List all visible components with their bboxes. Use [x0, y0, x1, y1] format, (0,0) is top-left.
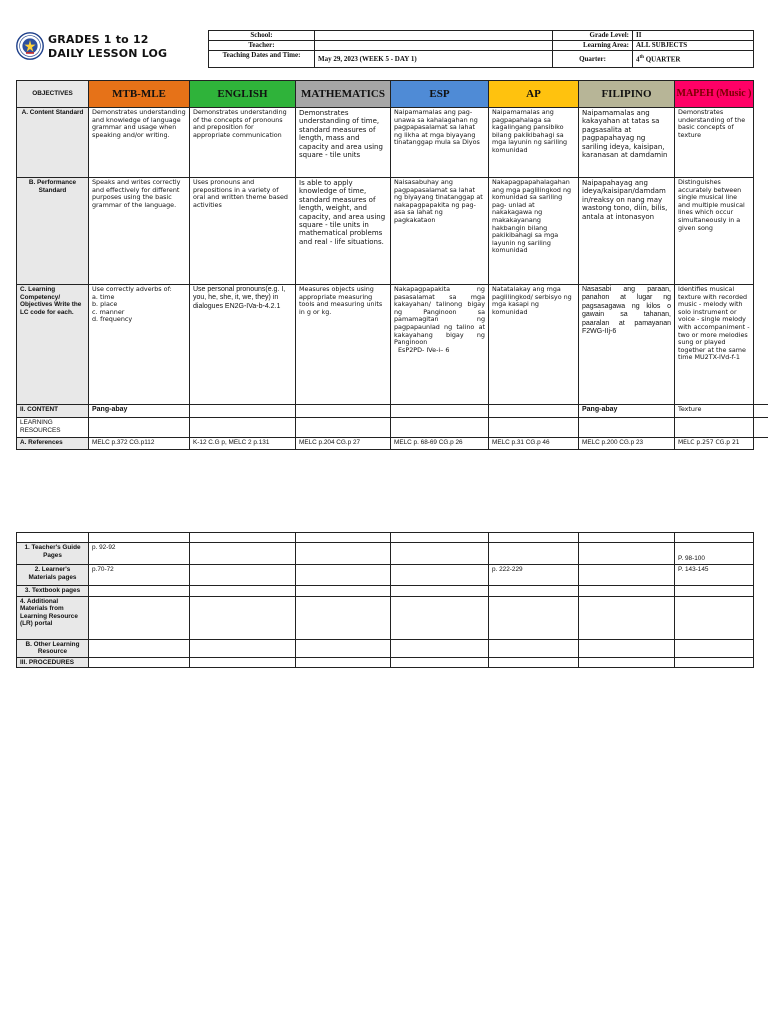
other-resource-cell[interactable]: [391, 639, 489, 657]
subject-esp: ESP: [391, 81, 489, 108]
procedures-cell[interactable]: [675, 657, 754, 668]
competency-english[interactable]: Use personal pronouns(e.g. I, you, he, she, it, we, they) in dialogues EN2G-IVa-b-4.2.1: [190, 285, 296, 405]
row-label-procedures: III. PROCEDURES: [17, 657, 89, 668]
teachers-guide-math[interactable]: [296, 543, 391, 565]
learning-resources-cell[interactable]: [391, 418, 489, 438]
content-standard-esp[interactable]: Naipamamalas ang pag-unawa sa kahalagahan ng pagpapasalamat sa lahat ng likha at mga biyayang tinatanggap mula sa Diyos: [391, 108, 489, 178]
content-standard-mtb[interactable]: Demonstrates understanding and knowledge of language grammar and usage when speaking and/or writing.: [89, 108, 190, 178]
content-standard-mapeh[interactable]: Demonstrates understanding of the basic concepts of texture: [675, 108, 754, 178]
textbook-cell[interactable]: [675, 586, 754, 597]
teachers-guide-mtb[interactable]: p. 92-92: [89, 543, 190, 565]
competency-mtb-item: a. time: [92, 292, 115, 301]
top-spacer-cell: [17, 533, 89, 543]
row-label-additional-materials: 4. Additional Materials from Learning Resource (LR) portal: [17, 596, 89, 639]
teacher-field[interactable]: [315, 41, 553, 51]
performance-standard-ap[interactable]: Nakapagpapahalagahan ang mga paglilingkod ng komunidad sa sariling pag- unlad at nakakagawa ng makakayanang hakbangin bilang pakikibahagi sa mga layunin ng sariling komunidad: [489, 178, 579, 285]
subject-mtb-mle: MTB-MLE: [89, 81, 190, 108]
content-english[interactable]: [190, 405, 296, 418]
procedures-cell[interactable]: [296, 657, 391, 668]
learning-resources-cell[interactable]: [190, 418, 296, 438]
textbook-cell[interactable]: [296, 586, 391, 597]
textbook-cell[interactable]: [579, 586, 675, 597]
teachers-guide-english[interactable]: [190, 543, 296, 565]
competency-mtb-item: b. place: [92, 300, 118, 309]
top-spacer-cell: [296, 533, 391, 543]
row-label-learning-competency: C. Learning Competency/ Objectives Write the LC code for each.: [17, 285, 89, 405]
grade-level-field[interactable]: II: [633, 31, 754, 41]
procedures-cell[interactable]: [391, 657, 489, 668]
learners-materials-ap[interactable]: p. 222-229: [489, 565, 579, 586]
performance-standard-filipino[interactable]: Naipapahayag ang ideya/kaisipan/damdam in/reaksy on nang may wastong tono, diin, bilis, antala at intonasyon: [579, 178, 675, 285]
additional-materials-cell[interactable]: [296, 596, 391, 639]
teaching-dates-field[interactable]: May 29, 2023 (WEEK 5 - DAY 1): [315, 51, 553, 68]
school-field[interactable]: [315, 31, 553, 41]
teachers-guide-mapeh[interactable]: P. 98-100: [675, 543, 754, 565]
learners-materials-esp[interactable]: [391, 565, 489, 586]
subject-english: ENGLISH: [190, 81, 296, 108]
school-label: School:: [209, 31, 315, 41]
competency-math[interactable]: Measures objects using appropriate measuring tools and measuring units in g or kg.: [296, 285, 391, 405]
top-spacer-cell: [489, 533, 579, 543]
learning-resources-cell[interactable]: [89, 418, 190, 438]
content-mtb[interactable]: Pang-abay: [89, 405, 190, 418]
procedures-cell[interactable]: [190, 657, 296, 668]
teaching-dates-label: Teaching Dates and Time:: [209, 51, 315, 68]
performance-standard-esp[interactable]: Naisasabuhay ang pagpapasalamat sa lahat ng biyayang tinatanggap at nakapagpapakita ng pag-asa sa lahat ng pagkakataon: [391, 178, 489, 285]
top-spacer-cell: [391, 533, 489, 543]
row-label-content-standard: A. Content Standard: [17, 108, 89, 178]
additional-materials-cell[interactable]: [190, 596, 296, 639]
row-label-learners-materials: 2. Learner's Materials pages: [17, 565, 89, 586]
top-spacer-cell: [89, 533, 190, 543]
competency-esp-code: EsP2PD- IVe-i– 6: [398, 345, 450, 354]
content-ap[interactable]: [489, 405, 579, 418]
other-resource-cell[interactable]: [296, 639, 391, 657]
performance-standard-english[interactable]: Uses pronouns and prepositions in a variety of oral and written theme based activities: [190, 178, 296, 285]
competency-mtb[interactable]: [89, 285, 190, 405]
row-label-references: A. References: [17, 438, 89, 450]
references-filipino[interactable]: MELC p.200 CG.p 23: [579, 438, 675, 450]
references-ap[interactable]: MELC p.31 CG.p 46: [489, 438, 579, 450]
top-spacer-cell: [579, 533, 675, 543]
performance-standard-mapeh[interactable]: Distinguishes accurately between single musical line and multiple musical lines which occur simultaneously in a given song: [675, 178, 754, 285]
form-title-line2: DAILY LESSON LOG: [48, 47, 168, 60]
content-standard-math[interactable]: Demonstrates understanding of time, standard measures of length, mass and capacity and area using square - tile units: [296, 108, 391, 178]
row-label-textbook-pages: 3. Textbook pages: [17, 586, 89, 597]
references-mtb[interactable]: MELC p.372 CG.p112: [89, 438, 190, 450]
competency-mapeh[interactable]: Identifies musical texture with recorded music - melody with solo instrument or voice - single melody with accompaniment - two or more melodies sung or played together at the same time MU2TX-IVd-f-1: [675, 285, 754, 405]
learning-resources-cell[interactable]: [296, 418, 391, 438]
top-spacer-cell: [190, 533, 296, 543]
additional-materials-cell[interactable]: [391, 596, 489, 639]
textbook-cell[interactable]: [89, 586, 190, 597]
subject-filipino: FILIPINO: [579, 81, 675, 108]
teachers-guide-filipino[interactable]: [579, 543, 675, 565]
additional-materials-cell[interactable]: [579, 596, 675, 639]
lesson-log-table: [16, 80, 768, 450]
learning-resources-cell[interactable]: [489, 418, 579, 438]
row-label-performance-standard: B. Performance Standard: [17, 178, 89, 285]
grade-level-label: Grade Level:: [553, 31, 633, 41]
textbook-cell[interactable]: [190, 586, 296, 597]
row-label-learning-resources: LEARNING RESOURCES: [17, 418, 89, 438]
lesson-log-table-continued: [16, 532, 754, 668]
procedures-cell[interactable]: [89, 657, 190, 668]
content-standard-ap[interactable]: Naipamamalas ang pagpapahalaga sa kagalingang pansibiko bilang pakikibahagi sa mga layunin ng sariling komunidad: [489, 108, 579, 178]
textbook-cell[interactable]: [391, 586, 489, 597]
competency-esp-text: Nakapagpapakita ng pasasalamat sa mga kakayahan/ talinong bigay ng Panginoon sa pamamagitan ng pagpapaunlad ng talino at kakayahang bigay ng Panginoon: [394, 285, 485, 347]
row-label-teachers-guide: 1. Teacher's Guide Pages: [17, 543, 89, 565]
quarter-label: Quarter:: [553, 51, 633, 68]
quarter-field[interactable]: 4th QUARTER: [633, 51, 754, 68]
learners-materials-english[interactable]: [190, 565, 296, 586]
content-math[interactable]: [296, 405, 391, 418]
row-label-content: II. CONTENT: [17, 405, 89, 418]
references-math[interactable]: MELC p.204 CG.p 27: [296, 438, 391, 450]
competency-ap[interactable]: Natatalakay ang mga paglilingkod/ serbisyo ng mga kasapi ng komunidad: [489, 285, 579, 405]
deped-seal-logo: [16, 32, 44, 60]
textbook-cell[interactable]: [489, 586, 579, 597]
other-resource-cell[interactable]: [489, 639, 579, 657]
competency-mtb-intro: Use correctly adverbs of:: [92, 285, 172, 293]
references-mapeh[interactable]: MELC p.257 CG.p 21: [675, 438, 754, 450]
competency-mtb-item: c. manner: [92, 307, 125, 316]
other-resource-cell[interactable]: [89, 639, 190, 657]
performance-standard-mtb[interactable]: Speaks and writes correctly and effectively for different purposes using the basic grammar of the language.: [89, 178, 190, 285]
content-mapeh[interactable]: Texture: [675, 405, 754, 418]
performance-standard-math[interactable]: Is able to apply knowledge of time, standard measures of length, weight, and capacity, and area using square - tile units in mathematical problems and real - life situations.: [296, 178, 391, 285]
learning-area-label: Learning Area:: [553, 41, 633, 51]
other-resource-cell[interactable]: [190, 639, 296, 657]
top-spacer-cell: [675, 533, 754, 543]
additional-materials-cell[interactable]: [489, 596, 579, 639]
content-standard-filipino[interactable]: Naipamamalas ang kakayahan at tatas sa pagsasalita at pagpapahayag ng sariling ideya, kaisipan, karanasan at damdamin: [579, 108, 675, 178]
learning-resources-cell[interactable]: [675, 418, 754, 438]
content-filipino[interactable]: Pang-abay: [579, 405, 675, 418]
teachers-guide-ap[interactable]: [489, 543, 579, 565]
learners-materials-math[interactable]: [296, 565, 391, 586]
learners-materials-mapeh[interactable]: P. 143-145: [675, 565, 754, 586]
other-resource-cell[interactable]: [579, 639, 675, 657]
form-title-line1: GRADES 1 to 12: [48, 33, 149, 46]
references-english[interactable]: K-12 C.G p, MELC 2 p.131: [190, 438, 296, 450]
additional-materials-cell[interactable]: [89, 596, 190, 639]
content-esp[interactable]: [391, 405, 489, 418]
subject-mapeh: MAPEH (Music ): [675, 81, 754, 108]
spacer-cell: [754, 81, 768, 108]
teachers-guide-esp[interactable]: [391, 543, 489, 565]
other-resource-cell[interactable]: [675, 639, 754, 657]
competency-esp[interactable]: [391, 285, 489, 405]
additional-materials-cell[interactable]: [675, 596, 754, 639]
content-standard-english[interactable]: Demonstrates understanding of the concepts of pronouns and preposition for appropriate communication: [190, 108, 296, 178]
competency-mtb-item: d. frequency: [92, 315, 133, 324]
objectives-header: OBJECTIVES: [17, 81, 89, 108]
learning-resources-cell[interactable]: [579, 418, 675, 438]
procedures-cell[interactable]: [489, 657, 579, 668]
learners-materials-filipino[interactable]: [579, 565, 675, 586]
learning-area-field[interactable]: ALL SUBJECTS: [633, 41, 754, 51]
teacher-label: Teacher:: [209, 41, 315, 51]
row-label-other-resource: B. Other Learning Resource: [17, 639, 89, 657]
learners-materials-mtb[interactable]: p.70-72: [89, 565, 190, 586]
references-esp[interactable]: MELC p. 68-69 CG.p 26: [391, 438, 489, 450]
competency-filipino[interactable]: Nasasabi ang paraan, panahon at lugar ng pagsasagawa ng kilos o gawain sa tahanan, paaralan at pamayanan F2WG-IIj-6: [579, 285, 675, 405]
subject-ap: AP: [489, 81, 579, 108]
subject-mathematics: MATHEMATICS: [296, 81, 391, 108]
procedures-cell[interactable]: [579, 657, 675, 668]
header-info-table: [208, 30, 754, 68]
